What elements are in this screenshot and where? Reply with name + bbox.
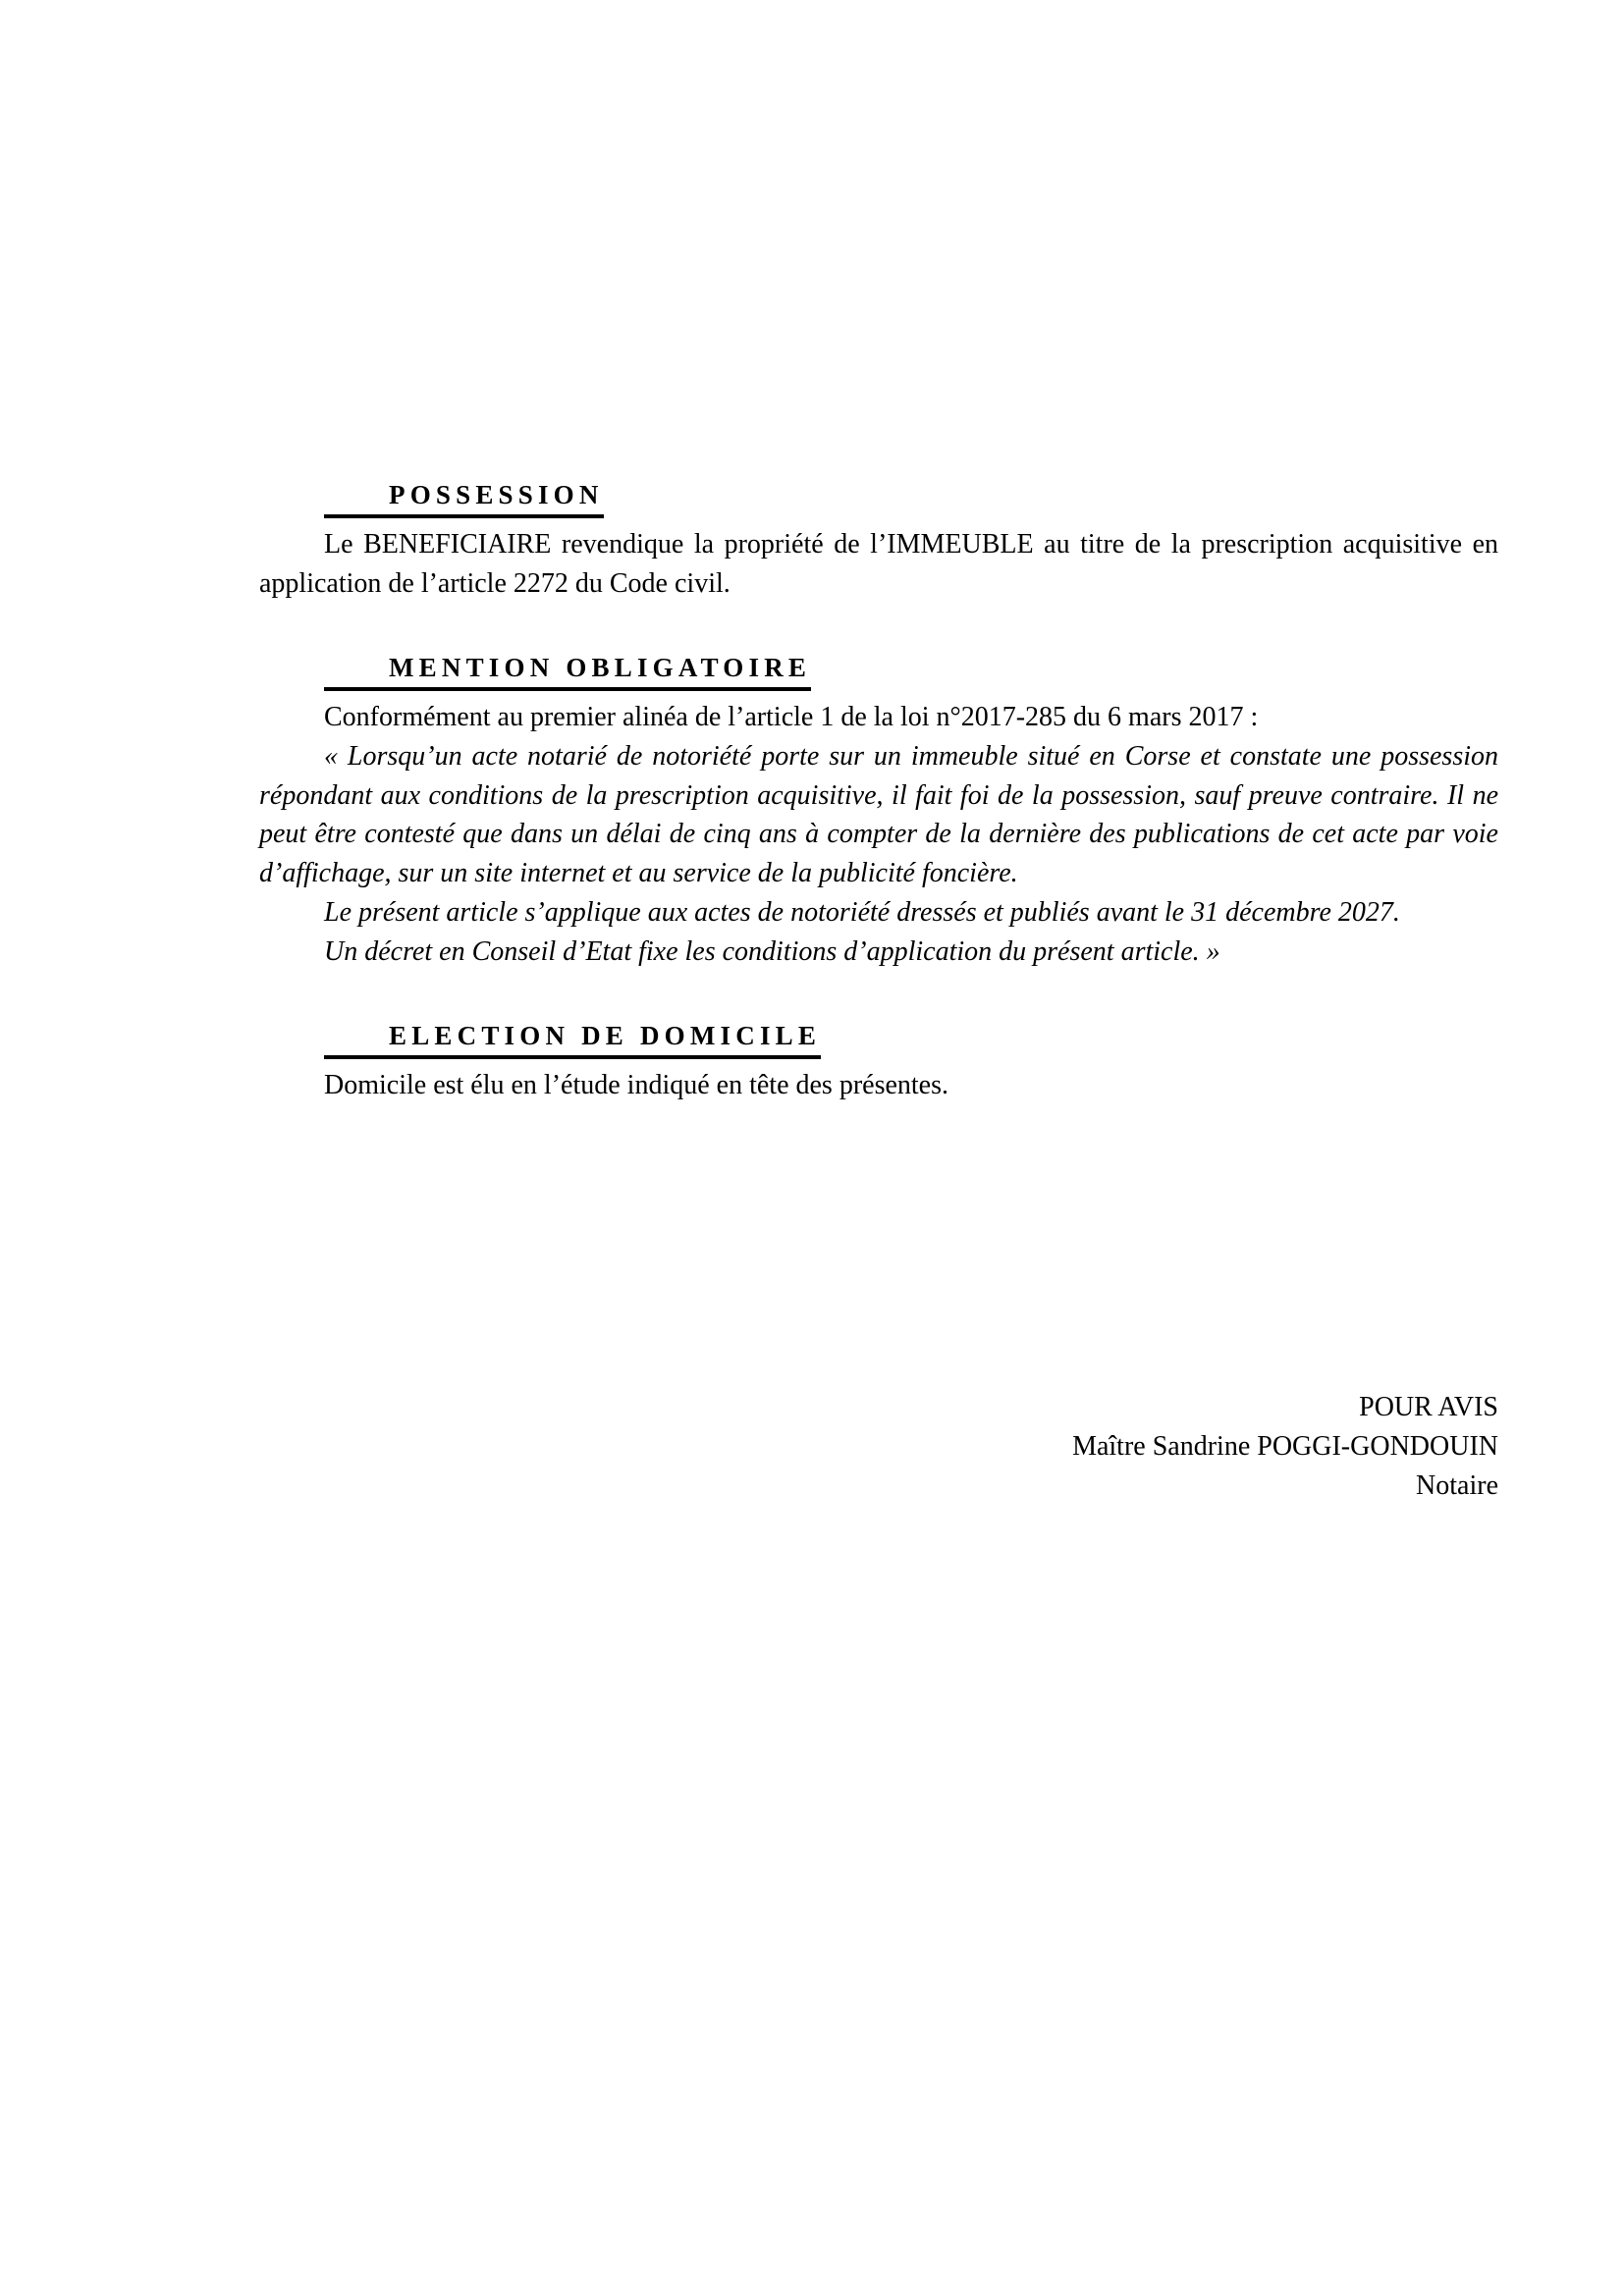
signature-notary-name: Maître Sandrine POGGI-GONDOUIN [1072, 1430, 1498, 1462]
signature-notary-title: Notaire [1416, 1469, 1498, 1501]
legal-quote-paragraph-2: Le présent article s’applique aux actes de notoriété dressés et publiés avant le 31 décembre 2027. [324, 896, 1400, 928]
section-heading-possession-text: POSSESSION [324, 479, 604, 518]
section-heading-election-de-domicile [259, 1020, 1498, 1062]
document-body [259, 479, 1498, 1105]
section-heading-mention-obligatoire-text: MENTION OBLIGATOIRE [324, 652, 811, 691]
section-heading-possession [259, 479, 1498, 521]
spacer [259, 971, 1498, 1020]
legal-quote-paragraph-1: « Lorsqu’un acte notarié de notoriété porte sur un immeuble situé en Corse et constate une possession répondant aux conditions de la prescription acquisitive, il fait foi de la possession, sauf preuve contraire. Il ne peut être contesté que dans un délai de cinq ans à compter de la dernière des publications de cet acte par voie d’affichage, sur un site internet et au service de la publicité foncière. [259, 740, 1498, 888]
spacer [259, 603, 1498, 652]
section-heading-mention-obligatoire [259, 652, 1498, 694]
signature-pour-avis: POUR AVIS [1359, 1392, 1498, 1422]
election-de-domicile-paragraph: Domicile est élu en l’étude indiqué en tête des présentes. [324, 1070, 949, 1100]
mention-obligatoire-intro-paragraph: Conformément au premier alinéa de l’article 1 de la loi n°2017-285 du 6 mars 2017 : [324, 702, 1259, 732]
signature-block [259, 1388, 1498, 1505]
section-heading-election-de-domicile-text: ELECTION DE DOMICILE [324, 1020, 821, 1059]
possession-paragraph: Le BENEFICIAIRE revendique la propriété de l’IMMEUBLE au titre de la prescription acquisitive en application de l’article 2272 du Code civil. [259, 528, 1498, 599]
legal-quote-paragraph-3: Un décret en Conseil d’Etat fixe les conditions d’application du présent article. » [324, 935, 1220, 967]
